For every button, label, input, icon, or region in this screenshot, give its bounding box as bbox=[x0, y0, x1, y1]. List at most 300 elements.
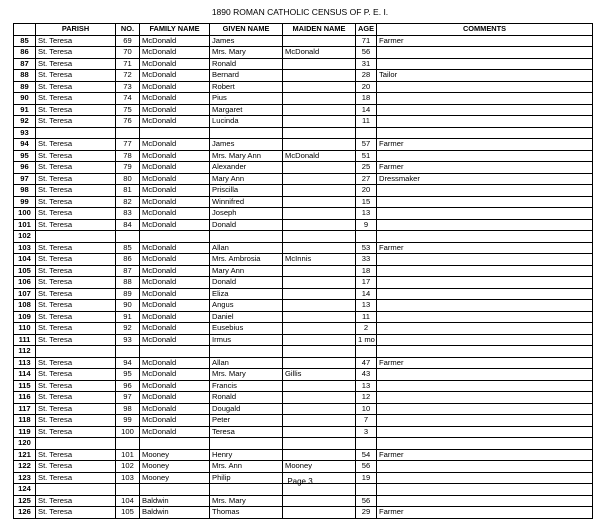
header-comments: COMMENTS bbox=[377, 24, 593, 36]
header-parish: PARISH bbox=[36, 24, 116, 36]
parish-cell: St. Teresa bbox=[36, 311, 116, 323]
comments-cell: Farmer bbox=[377, 449, 593, 461]
age-cell: 18 bbox=[356, 93, 377, 105]
comments-cell bbox=[377, 346, 593, 358]
age-cell: 33 bbox=[356, 254, 377, 266]
maiden-name-cell: Gillis bbox=[283, 369, 356, 381]
given-name-cell: Joseph bbox=[210, 208, 283, 220]
parish-cell: St. Teresa bbox=[36, 334, 116, 346]
parish-cell: St. Teresa bbox=[36, 403, 116, 415]
given-name-cell: James bbox=[210, 139, 283, 151]
family-name-cell: Baldwin bbox=[140, 495, 210, 507]
page-title: 1890 ROMAN CATHOLIC CENSUS OF P. E. I. bbox=[211, 7, 389, 17]
given-name-cell: Allan bbox=[210, 357, 283, 369]
family-name-cell: McDonald bbox=[140, 47, 210, 59]
family-name-cell: McDonald bbox=[140, 208, 210, 220]
maiden-name-cell bbox=[283, 323, 356, 335]
given-name-cell: Mrs. Mary bbox=[210, 369, 283, 381]
row-number-cell: 95 bbox=[14, 150, 36, 162]
table-row bbox=[14, 449, 593, 461]
age-cell: 19 bbox=[356, 472, 377, 484]
family-name-cell: McDonald bbox=[140, 357, 210, 369]
table-row bbox=[14, 162, 593, 174]
entry-no-cell: 94 bbox=[116, 357, 140, 369]
comments-cell bbox=[377, 116, 593, 128]
entry-no-cell: 84 bbox=[116, 219, 140, 231]
table-row bbox=[14, 81, 593, 93]
family-name-cell: McDonald bbox=[140, 369, 210, 381]
family-name-cell: McDonald bbox=[140, 415, 210, 427]
table-row bbox=[14, 380, 593, 392]
parish-cell bbox=[36, 127, 116, 139]
comments-cell: Farmer bbox=[377, 162, 593, 174]
table-row bbox=[14, 311, 593, 323]
maiden-name-cell bbox=[283, 403, 356, 415]
table-row bbox=[14, 150, 593, 162]
family-name-cell: McDonald bbox=[140, 334, 210, 346]
maiden-name-cell: McInnis bbox=[283, 254, 356, 266]
age-cell: 12 bbox=[356, 392, 377, 404]
given-name-cell: Irmus bbox=[210, 334, 283, 346]
table-row bbox=[14, 288, 593, 300]
given-name-cell: Eliza bbox=[210, 288, 283, 300]
parish-cell: St. Teresa bbox=[36, 369, 116, 381]
row-number-cell: 122 bbox=[14, 461, 36, 473]
header-family-name: FAMILY NAME bbox=[140, 24, 210, 36]
parish-cell: St. Teresa bbox=[36, 507, 116, 519]
family-name-cell: McDonald bbox=[140, 104, 210, 116]
family-name-cell: McDonald bbox=[140, 70, 210, 82]
row-number-cell: 101 bbox=[14, 219, 36, 231]
row-number-cell: 107 bbox=[14, 288, 36, 300]
comments-cell: Farmer bbox=[377, 139, 593, 151]
table-row bbox=[14, 70, 593, 82]
parish-cell bbox=[36, 231, 116, 243]
age-cell: 10 bbox=[356, 403, 377, 415]
entry-no-cell: 104 bbox=[116, 495, 140, 507]
maiden-name-cell bbox=[283, 311, 356, 323]
parish-cell: St. Teresa bbox=[36, 93, 116, 105]
table-row bbox=[14, 426, 593, 438]
family-name-cell: McDonald bbox=[140, 380, 210, 392]
table-row bbox=[14, 47, 593, 59]
comments-cell bbox=[377, 392, 593, 404]
table-row bbox=[14, 265, 593, 277]
row-number-cell: 91 bbox=[14, 104, 36, 116]
row-number-cell: 105 bbox=[14, 265, 36, 277]
parish-cell: St. Teresa bbox=[36, 426, 116, 438]
row-number-cell: 94 bbox=[14, 139, 36, 151]
parish-cell: St. Teresa bbox=[36, 449, 116, 461]
parish-cell: St. Teresa bbox=[36, 254, 116, 266]
given-name-cell: Teresa bbox=[210, 426, 283, 438]
row-number-cell: 86 bbox=[14, 47, 36, 59]
given-name-cell: Pius bbox=[210, 93, 283, 105]
maiden-name-cell bbox=[283, 208, 356, 220]
age-cell: 1 mo bbox=[356, 334, 377, 346]
maiden-name-cell bbox=[283, 35, 356, 47]
row-number-cell: 123 bbox=[14, 472, 36, 484]
parish-cell: St. Teresa bbox=[36, 288, 116, 300]
given-name-cell: Allan bbox=[210, 242, 283, 254]
table-row bbox=[14, 185, 593, 197]
family-name-cell: Mooney bbox=[140, 449, 210, 461]
family-name-cell: Mooney bbox=[140, 472, 210, 484]
row-number-cell: 124 bbox=[14, 484, 36, 496]
comments-cell bbox=[377, 150, 593, 162]
entry-no-cell: 92 bbox=[116, 323, 140, 335]
parish-cell: St. Teresa bbox=[36, 104, 116, 116]
family-name-cell: McDonald bbox=[140, 116, 210, 128]
table-row bbox=[14, 58, 593, 70]
table-row bbox=[14, 357, 593, 369]
comments-cell: Farmer bbox=[377, 357, 593, 369]
age-cell bbox=[356, 127, 377, 139]
age-cell: 14 bbox=[356, 288, 377, 300]
maiden-name-cell bbox=[283, 507, 356, 519]
family-name-cell: McDonald bbox=[140, 185, 210, 197]
entry-no-cell: 97 bbox=[116, 392, 140, 404]
row-number-cell: 111 bbox=[14, 334, 36, 346]
comments-cell: Farmer bbox=[377, 242, 593, 254]
maiden-name-cell bbox=[283, 58, 356, 70]
table-row bbox=[14, 173, 593, 185]
table-row bbox=[14, 196, 593, 208]
parish-cell: St. Teresa bbox=[36, 472, 116, 484]
comments-cell bbox=[377, 93, 593, 105]
maiden-name-cell bbox=[283, 426, 356, 438]
row-number-cell: 120 bbox=[14, 438, 36, 450]
age-cell: 7 bbox=[356, 415, 377, 427]
family-name-cell: McDonald bbox=[140, 392, 210, 404]
age-cell: 2 bbox=[356, 323, 377, 335]
comments-cell: Farmer bbox=[377, 35, 593, 47]
parish-cell: St. Teresa bbox=[36, 47, 116, 59]
comments-cell bbox=[377, 311, 593, 323]
row-number-cell: 104 bbox=[14, 254, 36, 266]
maiden-name-cell bbox=[283, 185, 356, 197]
maiden-name-cell bbox=[283, 392, 356, 404]
parish-cell: St. Teresa bbox=[36, 173, 116, 185]
given-name-cell: Mrs. Mary bbox=[210, 47, 283, 59]
given-name-cell: Donald bbox=[210, 219, 283, 231]
maiden-name-cell bbox=[283, 81, 356, 93]
age-cell: 31 bbox=[356, 58, 377, 70]
given-name-cell: Dougald bbox=[210, 403, 283, 415]
parish-cell: St. Teresa bbox=[36, 392, 116, 404]
header-row-number bbox=[14, 24, 36, 36]
parish-cell: St. Teresa bbox=[36, 196, 116, 208]
comments-cell bbox=[377, 127, 593, 139]
entry-no-cell: 83 bbox=[116, 208, 140, 220]
given-name-cell: Margaret bbox=[210, 104, 283, 116]
row-number-cell: 110 bbox=[14, 323, 36, 335]
parish-cell: St. Teresa bbox=[36, 357, 116, 369]
given-name-cell: Mrs. Ambrosia bbox=[210, 254, 283, 266]
parish-cell: St. Teresa bbox=[36, 81, 116, 93]
age-cell: 25 bbox=[356, 162, 377, 174]
header-given-name: GIVEN NAME bbox=[210, 24, 283, 36]
age-cell bbox=[356, 231, 377, 243]
comments-cell bbox=[377, 185, 593, 197]
maiden-name-cell: McDonald bbox=[283, 150, 356, 162]
given-name-cell: Mrs. Mary Ann bbox=[210, 150, 283, 162]
maiden-name-cell bbox=[283, 173, 356, 185]
parish-cell: St. Teresa bbox=[36, 116, 116, 128]
parish-cell: St. Teresa bbox=[36, 323, 116, 335]
maiden-name-cell bbox=[283, 357, 356, 369]
entry-no-cell: 100 bbox=[116, 426, 140, 438]
family-name-cell: McDonald bbox=[140, 196, 210, 208]
entry-no-cell: 70 bbox=[116, 47, 140, 59]
row-number-cell: 126 bbox=[14, 507, 36, 519]
page-number: Page 3 bbox=[287, 477, 313, 486]
table-row bbox=[14, 219, 593, 231]
family-name-cell: Baldwin bbox=[140, 507, 210, 519]
comments-cell bbox=[377, 415, 593, 427]
comments-cell bbox=[377, 47, 593, 59]
comments-cell bbox=[377, 265, 593, 277]
age-cell: 56 bbox=[356, 47, 377, 59]
entry-no-cell: 69 bbox=[116, 35, 140, 47]
table-row bbox=[14, 461, 593, 473]
given-name-cell: Donald bbox=[210, 277, 283, 289]
row-number-cell: 117 bbox=[14, 403, 36, 415]
family-name-cell: McDonald bbox=[140, 288, 210, 300]
maiden-name-cell bbox=[283, 300, 356, 312]
given-name-cell: Winnifred bbox=[210, 196, 283, 208]
entry-no-cell: 86 bbox=[116, 254, 140, 266]
entry-no-cell bbox=[116, 127, 140, 139]
age-cell: 11 bbox=[356, 311, 377, 323]
family-name-cell: McDonald bbox=[140, 58, 210, 70]
row-number-cell: 109 bbox=[14, 311, 36, 323]
age-cell: 28 bbox=[356, 70, 377, 82]
age-cell: 53 bbox=[356, 242, 377, 254]
family-name-cell: Mooney bbox=[140, 461, 210, 473]
entry-no-cell: 90 bbox=[116, 300, 140, 312]
age-cell: 18 bbox=[356, 265, 377, 277]
given-name-cell: Mrs. Ann bbox=[210, 461, 283, 473]
parish-cell: St. Teresa bbox=[36, 70, 116, 82]
parish-cell: St. Teresa bbox=[36, 208, 116, 220]
parish-cell: St. Teresa bbox=[36, 265, 116, 277]
age-cell: 14 bbox=[356, 104, 377, 116]
given-name-cell: Francis bbox=[210, 380, 283, 392]
maiden-name-cell bbox=[283, 139, 356, 151]
family-name-cell: McDonald bbox=[140, 139, 210, 151]
given-name-cell: Mary Ann bbox=[210, 173, 283, 185]
entry-no-cell bbox=[116, 438, 140, 450]
header-row bbox=[14, 24, 593, 36]
row-number-cell: 102 bbox=[14, 231, 36, 243]
family-name-cell: McDonald bbox=[140, 93, 210, 105]
maiden-name-cell bbox=[283, 231, 356, 243]
maiden-name-cell bbox=[283, 265, 356, 277]
given-name-cell: Ronald bbox=[210, 58, 283, 70]
family-name-cell: McDonald bbox=[140, 265, 210, 277]
entry-no-cell: 80 bbox=[116, 173, 140, 185]
row-number-cell: 97 bbox=[14, 173, 36, 185]
table-row bbox=[14, 242, 593, 254]
parish-cell bbox=[36, 438, 116, 450]
maiden-name-cell bbox=[283, 196, 356, 208]
entry-no-cell: 87 bbox=[116, 265, 140, 277]
comments-cell bbox=[377, 403, 593, 415]
age-cell: 29 bbox=[356, 507, 377, 519]
entry-no-cell: 76 bbox=[116, 116, 140, 128]
family-name-cell: McDonald bbox=[140, 81, 210, 93]
table-row bbox=[14, 104, 593, 116]
family-name-cell: McDonald bbox=[140, 426, 210, 438]
family-name-cell: McDonald bbox=[140, 150, 210, 162]
comments-cell bbox=[377, 219, 593, 231]
given-name-cell: Henry bbox=[210, 449, 283, 461]
header-maiden-name: MAIDEN NAME bbox=[283, 24, 356, 36]
row-number-cell: 88 bbox=[14, 70, 36, 82]
entry-no-cell: 74 bbox=[116, 93, 140, 105]
table-row bbox=[14, 507, 593, 519]
table-row bbox=[14, 403, 593, 415]
entry-no-cell: 75 bbox=[116, 104, 140, 116]
entry-no-cell: 95 bbox=[116, 369, 140, 381]
table-row bbox=[14, 127, 593, 139]
entry-no-cell: 77 bbox=[116, 139, 140, 151]
family-name-cell bbox=[140, 231, 210, 243]
table-row bbox=[14, 231, 593, 243]
age-cell: 13 bbox=[356, 380, 377, 392]
given-name-cell: Daniel bbox=[210, 311, 283, 323]
table-row bbox=[14, 300, 593, 312]
maiden-name-cell bbox=[283, 116, 356, 128]
row-number-cell: 121 bbox=[14, 449, 36, 461]
family-name-cell: McDonald bbox=[140, 254, 210, 266]
given-name-cell: Mrs. Mary bbox=[210, 495, 283, 507]
parish-cell: St. Teresa bbox=[36, 461, 116, 473]
parish-cell: St. Teresa bbox=[36, 35, 116, 47]
given-name-cell bbox=[210, 231, 283, 243]
family-name-cell: McDonald bbox=[140, 219, 210, 231]
given-name-cell: Angus bbox=[210, 300, 283, 312]
given-name-cell bbox=[210, 127, 283, 139]
entry-no-cell: 105 bbox=[116, 507, 140, 519]
table-row bbox=[14, 254, 593, 266]
comments-cell bbox=[377, 58, 593, 70]
maiden-name-cell bbox=[283, 70, 356, 82]
comments-cell bbox=[377, 208, 593, 220]
comments-cell bbox=[377, 104, 593, 116]
comments-cell: Tailor bbox=[377, 70, 593, 82]
comments-cell: Dressmaker bbox=[377, 173, 593, 185]
comments-cell bbox=[377, 380, 593, 392]
header-no: NO. bbox=[116, 24, 140, 36]
age-cell: 56 bbox=[356, 461, 377, 473]
table-row bbox=[14, 334, 593, 346]
age-cell bbox=[356, 438, 377, 450]
family-name-cell: McDonald bbox=[140, 403, 210, 415]
maiden-name-cell bbox=[283, 162, 356, 174]
maiden-name-cell: Mooney bbox=[283, 461, 356, 473]
comments-cell bbox=[377, 426, 593, 438]
family-name-cell bbox=[140, 346, 210, 358]
parish-cell: St. Teresa bbox=[36, 277, 116, 289]
age-cell: 13 bbox=[356, 300, 377, 312]
family-name-cell: McDonald bbox=[140, 162, 210, 174]
comments-cell bbox=[377, 277, 593, 289]
entry-no-cell: 91 bbox=[116, 311, 140, 323]
parish-cell: St. Teresa bbox=[36, 185, 116, 197]
row-number-cell: 90 bbox=[14, 93, 36, 105]
comments-cell bbox=[377, 231, 593, 243]
given-name-cell: Bernard bbox=[210, 70, 283, 82]
row-number-cell: 106 bbox=[14, 277, 36, 289]
parish-cell: St. Teresa bbox=[36, 495, 116, 507]
entry-no-cell: 101 bbox=[116, 449, 140, 461]
entry-no-cell: 89 bbox=[116, 288, 140, 300]
maiden-name-cell: McDonald bbox=[283, 47, 356, 59]
given-name-cell: Thomas bbox=[210, 507, 283, 519]
maiden-name-cell bbox=[283, 380, 356, 392]
age-cell: 11 bbox=[356, 116, 377, 128]
table-row bbox=[14, 277, 593, 289]
maiden-name-cell bbox=[283, 495, 356, 507]
maiden-name-cell bbox=[283, 127, 356, 139]
entry-no-cell: 103 bbox=[116, 472, 140, 484]
comments-cell bbox=[377, 288, 593, 300]
maiden-name-cell bbox=[283, 104, 356, 116]
entry-no-cell: 99 bbox=[116, 415, 140, 427]
age-cell: 3 bbox=[356, 426, 377, 438]
age-cell: 15 bbox=[356, 196, 377, 208]
maiden-name-cell bbox=[283, 438, 356, 450]
age-cell: 47 bbox=[356, 357, 377, 369]
row-number-cell: 115 bbox=[14, 380, 36, 392]
table-row bbox=[14, 208, 593, 220]
table-row bbox=[14, 116, 593, 128]
age-cell: 57 bbox=[356, 139, 377, 151]
parish-cell bbox=[36, 346, 116, 358]
family-name-cell: McDonald bbox=[140, 277, 210, 289]
entry-no-cell: 72 bbox=[116, 70, 140, 82]
given-name-cell: Ronald bbox=[210, 392, 283, 404]
row-number-cell: 99 bbox=[14, 196, 36, 208]
table-row bbox=[14, 392, 593, 404]
entry-no-cell bbox=[116, 346, 140, 358]
entry-no-cell: 78 bbox=[116, 150, 140, 162]
row-number-cell: 114 bbox=[14, 369, 36, 381]
entry-no-cell: 102 bbox=[116, 461, 140, 473]
census-table bbox=[13, 23, 593, 519]
maiden-name-cell bbox=[283, 334, 356, 346]
given-name-cell: Robert bbox=[210, 81, 283, 93]
comments-cell bbox=[377, 334, 593, 346]
row-number-cell: 119 bbox=[14, 426, 36, 438]
given-name-cell: Alexander bbox=[210, 162, 283, 174]
family-name-cell: McDonald bbox=[140, 323, 210, 335]
family-name-cell: McDonald bbox=[140, 242, 210, 254]
row-number-cell: 85 bbox=[14, 35, 36, 47]
entry-no-cell: 88 bbox=[116, 277, 140, 289]
parish-cell: St. Teresa bbox=[36, 380, 116, 392]
family-name-cell bbox=[140, 438, 210, 450]
parish-cell: St. Teresa bbox=[36, 415, 116, 427]
maiden-name-cell bbox=[283, 242, 356, 254]
family-name-cell: McDonald bbox=[140, 35, 210, 47]
maiden-name-cell bbox=[283, 277, 356, 289]
maiden-name-cell bbox=[283, 415, 356, 427]
age-cell: 43 bbox=[356, 369, 377, 381]
row-number-cell: 103 bbox=[14, 242, 36, 254]
